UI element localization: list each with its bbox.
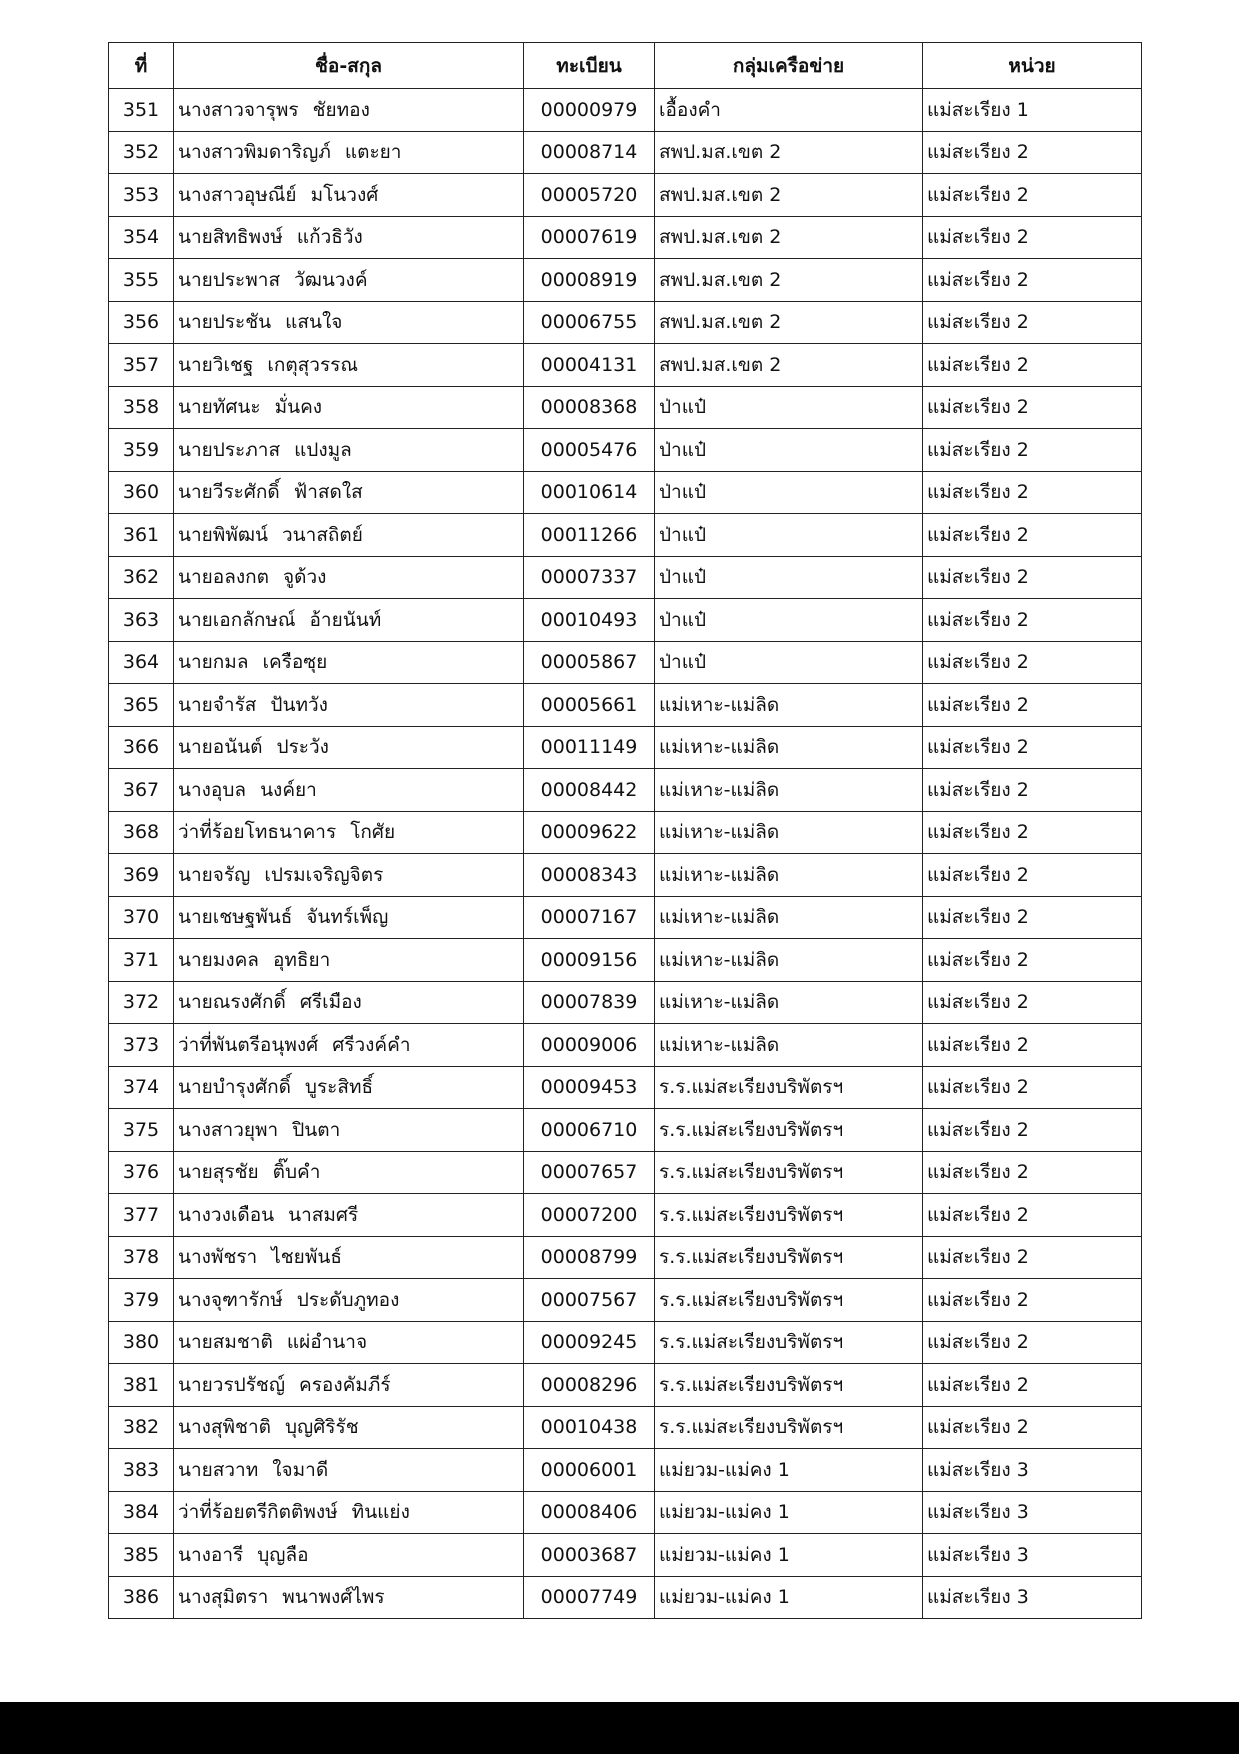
registration-number: 00007749	[524, 1576, 655, 1619]
row-number: 357	[109, 344, 174, 387]
unit-name: แม่สะเรียง 2	[923, 301, 1142, 344]
member-first-name: นายสุรชัย	[178, 1161, 259, 1184]
unit-name: แม่สะเรียง 2	[923, 1321, 1142, 1364]
row-number: 360	[109, 471, 174, 514]
scan-bottom-edge	[0, 1702, 1239, 1754]
row-number: 364	[109, 641, 174, 684]
member-name	[174, 216, 524, 259]
member-name	[174, 1151, 524, 1194]
table-row	[109, 769, 1142, 812]
registration-number: 00006001	[524, 1449, 655, 1492]
member-last-name: ชัยทอง	[312, 98, 370, 121]
table-row	[109, 1066, 1142, 1109]
member-first-name: นางวงเดือน	[178, 1203, 275, 1226]
member-first-name: นางสาวจารุพร	[178, 98, 299, 121]
registration-number: 00008368	[524, 386, 655, 429]
registration-number: 00009622	[524, 811, 655, 854]
member-name	[174, 514, 524, 557]
network-group: แม่เหาะ-แม่ลิด	[655, 981, 923, 1024]
row-number: 376	[109, 1151, 174, 1194]
table-row	[109, 1534, 1142, 1577]
member-first-name: นางสุพิชาติ	[178, 1416, 271, 1439]
network-group: ป่าแป๋	[655, 471, 923, 514]
member-name	[174, 89, 524, 132]
table-row	[109, 259, 1142, 302]
member-name	[174, 344, 524, 387]
member-first-name: นายวรปรัชญ์	[178, 1373, 286, 1396]
member-first-name: นายพิพัฒน์	[178, 523, 268, 546]
row-number: 384	[109, 1491, 174, 1534]
table-row	[109, 174, 1142, 217]
registration-number: 00007337	[524, 556, 655, 599]
row-number: 382	[109, 1406, 174, 1449]
unit-name: แม่สะเรียง 3	[923, 1576, 1142, 1619]
table-row	[109, 514, 1142, 557]
member-first-name: นายเอกลักษณ์	[178, 608, 296, 631]
member-first-name: ว่าที่พันตรีอนุพงศ์	[178, 1033, 319, 1056]
network-group: ป่าแป๋	[655, 429, 923, 472]
unit-name: แม่สะเรียง 2	[923, 1194, 1142, 1237]
registration-number: 00005720	[524, 174, 655, 217]
member-last-name: เปรมเจริญจิตร	[264, 863, 384, 886]
member-name	[174, 1364, 524, 1407]
row-number: 356	[109, 301, 174, 344]
member-last-name: วัฒนวงค์	[294, 268, 368, 291]
network-group: สพป.มส.เขต 2	[655, 259, 923, 302]
member-last-name: ฟ้าสดใส	[293, 481, 363, 504]
unit-name: แม่สะเรียง 2	[923, 344, 1142, 387]
unit-name: แม่สะเรียง 2	[923, 769, 1142, 812]
network-group: สพป.มส.เขต 2	[655, 301, 923, 344]
row-number: 379	[109, 1279, 174, 1322]
table-row	[109, 1151, 1142, 1194]
table-row	[109, 1406, 1142, 1449]
member-name	[174, 896, 524, 939]
row-number: 377	[109, 1194, 174, 1237]
registration-number: 00006710	[524, 1109, 655, 1152]
member-name	[174, 471, 524, 514]
registration-number: 00005476	[524, 429, 655, 472]
network-group: ร.ร.แม่สะเรียงบริพัตรฯ	[655, 1406, 923, 1449]
row-number: 383	[109, 1449, 174, 1492]
registration-number: 00007567	[524, 1279, 655, 1322]
table-row	[109, 726, 1142, 769]
unit-name: แม่สะเรียง 2	[923, 1024, 1142, 1067]
registration-number: 00009156	[524, 939, 655, 982]
member-last-name: แผ่อำนาจ	[286, 1331, 368, 1354]
registration-number: 00008714	[524, 131, 655, 174]
registration-number: 00011149	[524, 726, 655, 769]
registration-number: 00007657	[524, 1151, 655, 1194]
unit-name: แม่สะเรียง 2	[923, 1364, 1142, 1407]
table-row	[109, 471, 1142, 514]
member-name	[174, 1449, 524, 1492]
member-last-name: ประวัง	[276, 736, 329, 759]
member-first-name: นายณรงศักดิ์	[178, 991, 286, 1014]
table-row	[109, 1576, 1142, 1619]
registration-number: 00007619	[524, 216, 655, 259]
registration-number: 00004131	[524, 344, 655, 387]
network-group: แม่เหาะ-แม่ลิด	[655, 726, 923, 769]
network-group: แม่ยวม-แม่คง 1	[655, 1534, 923, 1577]
member-name	[174, 301, 524, 344]
member-last-name: ครองคัมภีร์	[299, 1373, 391, 1396]
registration-number: 00000979	[524, 89, 655, 132]
member-last-name: แก้วธิวัง	[296, 226, 363, 249]
member-name	[174, 556, 524, 599]
member-name	[174, 1236, 524, 1279]
table-row	[109, 641, 1142, 684]
unit-name: แม่สะเรียง 2	[923, 1236, 1142, 1279]
member-first-name: นายสิทธิพงษ์	[178, 226, 283, 249]
member-name	[174, 939, 524, 982]
unit-name: แม่สะเรียง 1	[923, 89, 1142, 132]
unit-name: แม่สะเรียง 2	[923, 386, 1142, 429]
unit-name: แม่สะเรียง 2	[923, 599, 1142, 642]
registration-number: 00008442	[524, 769, 655, 812]
network-group: แม่เหาะ-แม่ลิด	[655, 769, 923, 812]
member-first-name: นายอลงกต	[178, 566, 269, 589]
network-group: แม่ยวม-แม่คง 1	[655, 1491, 923, 1534]
member-name	[174, 769, 524, 812]
table-row	[109, 1321, 1142, 1364]
registration-number: 00010438	[524, 1406, 655, 1449]
row-number: 370	[109, 896, 174, 939]
member-last-name: ใจมาดี	[272, 1458, 329, 1481]
network-group: ร.ร.แม่สะเรียงบริพัตรฯ	[655, 1194, 923, 1237]
registration-number: 00011266	[524, 514, 655, 557]
member-last-name: มโนวงศ์	[310, 183, 379, 206]
network-group: ป่าแป๋	[655, 556, 923, 599]
header-unit: หน่วย	[923, 43, 1142, 89]
member-last-name: อุทธิยา	[272, 948, 331, 971]
row-number: 378	[109, 1236, 174, 1279]
member-first-name: นายทัศนะ	[178, 396, 261, 419]
row-number: 367	[109, 769, 174, 812]
network-group: ป่าแป๋	[655, 641, 923, 684]
table-row	[109, 896, 1142, 939]
member-name	[174, 684, 524, 727]
registration-number: 00009245	[524, 1321, 655, 1364]
unit-name: แม่สะเรียง 3	[923, 1449, 1142, 1492]
member-first-name: นายจรัญ	[178, 863, 251, 886]
member-last-name: นงค์ยา	[260, 778, 317, 801]
row-number: 353	[109, 174, 174, 217]
registration-number: 00007200	[524, 1194, 655, 1237]
table-header-row	[109, 43, 1142, 89]
member-last-name: นาสมศรี	[288, 1203, 359, 1226]
row-number: 358	[109, 386, 174, 429]
member-first-name: นายประพาส	[178, 268, 281, 291]
table-row	[109, 1236, 1142, 1279]
member-name	[174, 981, 524, 1024]
table-row	[109, 981, 1142, 1024]
row-number: 386	[109, 1576, 174, 1619]
unit-name: แม่สะเรียง 2	[923, 1279, 1142, 1322]
registration-number: 00010614	[524, 471, 655, 514]
unit-name: แม่สะเรียง 2	[923, 1151, 1142, 1194]
registration-number: 00008343	[524, 854, 655, 897]
network-group: ป่าแป๋	[655, 514, 923, 557]
table-row	[109, 1279, 1142, 1322]
member-first-name: นางสาวยุพา	[178, 1118, 279, 1141]
member-last-name: เครือซุย	[262, 651, 328, 674]
table-row	[109, 89, 1142, 132]
registration-number: 00006755	[524, 301, 655, 344]
row-number: 385	[109, 1534, 174, 1577]
network-group: แม่เหาะ-แม่ลิด	[655, 684, 923, 727]
member-first-name: นายสมชาติ	[178, 1331, 273, 1354]
unit-name: แม่สะเรียง 2	[923, 429, 1142, 472]
row-number: 363	[109, 599, 174, 642]
row-number: 368	[109, 811, 174, 854]
row-number: 372	[109, 981, 174, 1024]
network-group: ร.ร.แม่สะเรียงบริพัตรฯ	[655, 1321, 923, 1364]
registration-number: 00009006	[524, 1024, 655, 1067]
member-last-name: ไชยพันธ์	[271, 1246, 342, 1269]
network-group: สพป.มส.เขต 2	[655, 344, 923, 387]
row-number: 361	[109, 514, 174, 557]
table-body	[109, 89, 1142, 1619]
member-last-name: บุญลือ	[257, 1543, 309, 1566]
member-last-name: แสนใจ	[285, 311, 343, 334]
unit-name: แม่สะเรียง 3	[923, 1491, 1142, 1534]
unit-name: แม่สะเรียง 2	[923, 684, 1142, 727]
member-name	[174, 1534, 524, 1577]
registration-number: 00005661	[524, 684, 655, 727]
table-row	[109, 599, 1142, 642]
member-last-name: ปินตา	[292, 1118, 341, 1141]
member-name	[174, 1066, 524, 1109]
row-number: 366	[109, 726, 174, 769]
member-name	[174, 174, 524, 217]
member-last-name: ศรีวงค์คำ	[332, 1033, 411, 1056]
row-number: 362	[109, 556, 174, 599]
member-name	[174, 1406, 524, 1449]
member-last-name: ประดับภูทอง	[296, 1288, 400, 1311]
unit-name: แม่สะเรียง 2	[923, 1406, 1142, 1449]
unit-name: แม่สะเรียง 2	[923, 641, 1142, 684]
network-group: แม่เหาะ-แม่ลิด	[655, 1024, 923, 1067]
network-group: ป่าแป๋	[655, 599, 923, 642]
table-row	[109, 131, 1142, 174]
member-name	[174, 854, 524, 897]
network-group: ร.ร.แม่สะเรียงบริพัตรฯ	[655, 1236, 923, 1279]
table-row	[109, 1109, 1142, 1152]
unit-name: แม่สะเรียง 2	[923, 131, 1142, 174]
member-first-name: ว่าที่ร้อยตรีกิตติพงษ์	[178, 1501, 338, 1524]
member-first-name: นายเชษฐพันธ์	[178, 906, 293, 929]
registration-number: 00008799	[524, 1236, 655, 1279]
network-group: ร.ร.แม่สะเรียงบริพัตรฯ	[655, 1109, 923, 1152]
unit-name: แม่สะเรียง 2	[923, 471, 1142, 514]
registration-number: 00009453	[524, 1066, 655, 1109]
network-group: แม่เหาะ-แม่ลิด	[655, 896, 923, 939]
table-row	[109, 429, 1142, 472]
member-name	[174, 1194, 524, 1237]
member-name	[174, 1109, 524, 1152]
row-number: 381	[109, 1364, 174, 1407]
network-group: ร.ร.แม่สะเรียงบริพัตรฯ	[655, 1066, 923, 1109]
table-row	[109, 684, 1142, 727]
member-first-name: นางสุมิตรา	[178, 1586, 269, 1609]
member-name	[174, 259, 524, 302]
unit-name: แม่สะเรียง 2	[923, 556, 1142, 599]
network-group: แม่เหาะ-แม่ลิด	[655, 854, 923, 897]
unit-name: แม่สะเรียง 2	[923, 854, 1142, 897]
table-row	[109, 1491, 1142, 1534]
unit-name: แม่สะเรียง 2	[923, 1066, 1142, 1109]
member-name	[174, 811, 524, 854]
table-row	[109, 344, 1142, 387]
table-row	[109, 854, 1142, 897]
member-last-name: ทินแย่ง	[351, 1501, 410, 1524]
member-last-name: จันทร์เพ็ญ	[306, 906, 389, 929]
member-first-name: นางอุบล	[178, 778, 247, 801]
member-last-name: บุญศิริรัช	[284, 1416, 359, 1439]
row-number: 375	[109, 1109, 174, 1152]
member-first-name: นายวิเชฐ	[178, 353, 254, 376]
unit-name: แม่สะเรียง 2	[923, 981, 1142, 1024]
member-name	[174, 131, 524, 174]
unit-name: แม่สะเรียง 2	[923, 726, 1142, 769]
table-row	[109, 811, 1142, 854]
row-number: 371	[109, 939, 174, 982]
table-row	[109, 1364, 1142, 1407]
network-group: แม่เหาะ-แม่ลิด	[655, 939, 923, 982]
table-row	[109, 1449, 1142, 1492]
table-row	[109, 386, 1142, 429]
unit-name: แม่สะเรียง 2	[923, 896, 1142, 939]
registration-number: 00008919	[524, 259, 655, 302]
row-number: 365	[109, 684, 174, 727]
member-first-name: นายประชัน	[178, 311, 272, 334]
network-group: แม่ยวม-แม่คง 1	[655, 1576, 923, 1619]
registration-number: 00007839	[524, 981, 655, 1024]
registration-number: 00003687	[524, 1534, 655, 1577]
network-group: เอื้องคำ	[655, 89, 923, 132]
row-number: 355	[109, 259, 174, 302]
member-last-name: วนาสถิตย์	[282, 523, 363, 546]
member-first-name: นางพัชรา	[178, 1246, 258, 1269]
row-number: 373	[109, 1024, 174, 1067]
row-number: 351	[109, 89, 174, 132]
table-row	[109, 301, 1142, 344]
member-name	[174, 1321, 524, 1364]
unit-name: แม่สะเรียง 2	[923, 1109, 1142, 1152]
unit-name: แม่สะเรียง 3	[923, 1534, 1142, 1577]
member-name	[174, 386, 524, 429]
member-first-name: นายสวาท	[178, 1458, 259, 1481]
member-first-name: นายจำรัส	[178, 693, 257, 716]
table-row	[109, 939, 1142, 982]
unit-name: แม่สะเรียง 2	[923, 174, 1142, 217]
network-group: ร.ร.แม่สะเรียงบริพัตรฯ	[655, 1151, 923, 1194]
member-name	[174, 599, 524, 642]
member-last-name: แปงมูล	[294, 438, 352, 461]
member-first-name: นายกมล	[178, 651, 249, 674]
row-number: 380	[109, 1321, 174, 1364]
unit-name: แม่สะเรียง 2	[923, 939, 1142, 982]
member-first-name: นายประภาส	[178, 438, 281, 461]
network-group: ร.ร.แม่สะเรียงบริพัตรฯ	[655, 1364, 923, 1407]
member-last-name: จูด้วง	[282, 566, 327, 589]
row-number: 369	[109, 854, 174, 897]
network-group: สพป.มส.เขต 2	[655, 174, 923, 217]
row-number: 352	[109, 131, 174, 174]
row-number: 359	[109, 429, 174, 472]
member-last-name: ศรีเมือง	[299, 991, 362, 1014]
member-last-name: มั่นคง	[274, 396, 323, 419]
member-last-name: ปันทวัง	[270, 693, 328, 716]
unit-name: แม่สะเรียง 2	[923, 811, 1142, 854]
member-last-name: ติ๊บคำ	[272, 1161, 321, 1184]
network-group: สพป.มส.เขต 2	[655, 216, 923, 259]
member-first-name: นายวีระศักดิ์	[178, 481, 280, 504]
unit-name: แม่สะเรียง 2	[923, 259, 1142, 302]
header-no: ที่	[109, 43, 174, 89]
member-name	[174, 641, 524, 684]
network-group: แม่เหาะ-แม่ลิด	[655, 811, 923, 854]
member-name	[174, 429, 524, 472]
registration-number: 00005867	[524, 641, 655, 684]
header-network-group: กลุ่มเครือข่าย	[655, 43, 923, 89]
member-name	[174, 1279, 524, 1322]
row-number: 354	[109, 216, 174, 259]
member-name	[174, 1024, 524, 1067]
member-name	[174, 726, 524, 769]
registration-number: 00008296	[524, 1364, 655, 1407]
member-first-name: นางจุฑารักษ์	[178, 1288, 283, 1311]
member-name	[174, 1576, 524, 1619]
member-last-name: โกศัย	[350, 821, 396, 844]
member-first-name: นายบำรุงศักดิ์	[178, 1076, 291, 1099]
member-first-name: นายมงคล	[178, 948, 259, 971]
table-row	[109, 216, 1142, 259]
table-row	[109, 1194, 1142, 1237]
member-first-name: นางสาวอุษณีย์	[178, 183, 297, 206]
table-row	[109, 556, 1142, 599]
table-row	[109, 1024, 1142, 1067]
network-group: สพป.มส.เขต 2	[655, 131, 923, 174]
member-last-name: บูระสิทธิ์	[304, 1076, 374, 1099]
member-first-name: นายอนันต์	[178, 736, 263, 759]
member-table	[108, 42, 1142, 1619]
member-first-name: นางอารี	[178, 1543, 244, 1566]
registration-number: 00008406	[524, 1491, 655, 1534]
unit-name: แม่สะเรียง 2	[923, 514, 1142, 557]
member-last-name: แตะยา	[344, 141, 402, 164]
row-number: 374	[109, 1066, 174, 1109]
member-first-name: ว่าที่ร้อยโทธนาคาร	[178, 821, 337, 844]
registration-number: 00007167	[524, 896, 655, 939]
network-group: ร.ร.แม่สะเรียงบริพัตรฯ	[655, 1279, 923, 1322]
registration-number: 00010493	[524, 599, 655, 642]
network-group: แม่ยวม-แม่คง 1	[655, 1449, 923, 1492]
member-last-name: อ้ายนันท์	[309, 608, 382, 631]
network-group: ป่าแป๋	[655, 386, 923, 429]
unit-name: แม่สะเรียง 2	[923, 216, 1142, 259]
header-registration: ทะเบียน	[524, 43, 655, 89]
member-last-name: เกตุสุวรรณ	[267, 353, 358, 376]
member-last-name: พนาพงศ์ไพร	[282, 1586, 385, 1609]
member-name	[174, 1491, 524, 1534]
member-first-name: นางสาวพิมดาริญภ์	[178, 141, 331, 164]
header-name: ชื่อ-สกุล	[174, 43, 524, 89]
